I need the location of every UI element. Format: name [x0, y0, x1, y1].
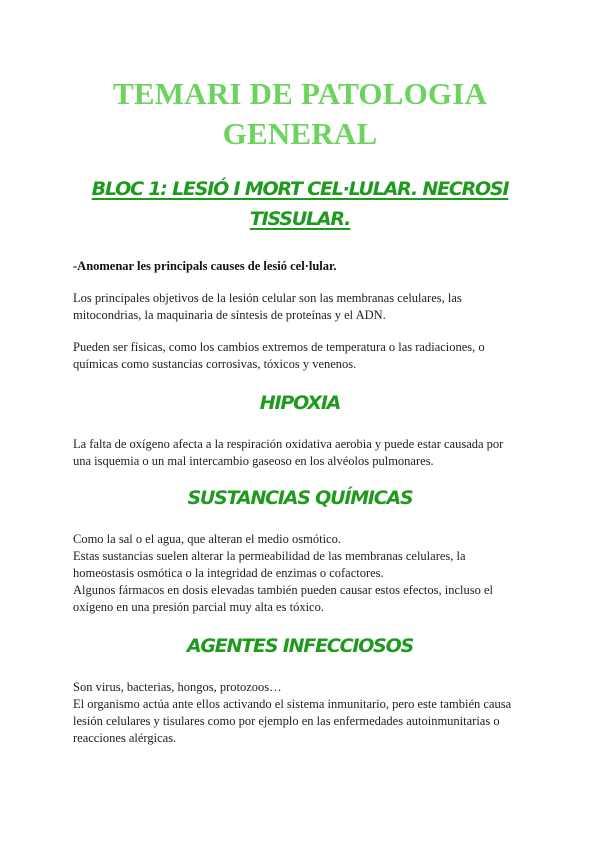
agentes-infecciosos-line-2: El organismo actúa ante ellos activando el sistema inmunitario, pero este también causa	[73, 697, 512, 711]
sustancias-quimicas-line-4: Algunos fármacos en dosis elevadas también pueden causar estos efectos, incluso el	[73, 583, 494, 597]
sustancias-quimicas-line-3: homeostasis osmótica o la integridad de enzimas o cofactores.	[73, 566, 384, 580]
sustancias-quimicas-paragraph	[73, 531, 543, 616]
hipoxia-paragraph	[73, 436, 543, 470]
section-heading-agentes-infecciosos: AGENTES INFECCIOSOS	[186, 635, 414, 657]
sustancias-quimicas-line-2: Estas sustancias suelen alterar la permeabilidad de las membranas celulares, la	[73, 549, 466, 563]
document-title-line-1: TEMARI DE PATOLOGIA	[112, 76, 488, 111]
hipoxia-paragraph-line-2: una isquemia o un mal intercambio gaseoso en los alvéolos pulmonares.	[73, 454, 434, 468]
hipoxia-paragraph-line-1: La falta de oxígeno afecta a la respiración oxidativa aerobia y puede estar causada por	[73, 437, 504, 451]
agentes-infecciosos-line-1: Son virus, bacterias, hongos, protozoos…	[73, 680, 282, 694]
document-title-line-2: GENERAL	[222, 116, 378, 151]
intro-paragraph-1	[73, 290, 543, 324]
bloc-title-line-1: BLOC 1: LESIÓ I MORT CEL·LULAR. NECROSI	[91, 178, 509, 200]
intro-paragraph-2-line-1: Pueden ser físicas, como los cambios extremos de temperatura o las radiaciones, o	[73, 340, 485, 354]
section-heading-hipoxia: HIPOXIA	[259, 392, 341, 414]
section-heading-sustancias-quimicas: SUSTANCIAS QUÍMICAS	[187, 487, 413, 509]
section-subheading: -Anomenar les principals causes de lesió cel·lular.	[73, 259, 337, 273]
agentes-infecciosos-paragraph	[73, 679, 543, 747]
bloc-title-line-2: TISSULAR.	[249, 208, 351, 230]
intro-paragraph-2	[73, 339, 543, 373]
sustancias-quimicas-line-5: oxígeno en una presión parcial muy alta es tóxico.	[73, 600, 324, 614]
bloc-title	[60, 174, 540, 234]
agentes-infecciosos-line-4: reacciones alérgicas.	[73, 731, 177, 745]
sustancias-quimicas-line-1: Como la sal o el agua, que alteran el medio osmótico.	[73, 532, 341, 546]
intro-paragraph-1-line-1: Los principales objetivos de la lesión celular son las membranas celulares, las	[73, 291, 462, 305]
agentes-infecciosos-line-3: lesión celulares y tisulares como por ejemplo en las enfermedades autoinmunitarias o	[73, 714, 500, 728]
intro-paragraph-1-line-2: mitocondrias, la maquinaria de síntesis de proteínas y el ADN.	[73, 308, 386, 322]
intro-paragraph-2-line-2: químicas como sustancias corrosivas, tóxicos y venenos.	[73, 357, 357, 371]
document-title	[0, 74, 600, 154]
